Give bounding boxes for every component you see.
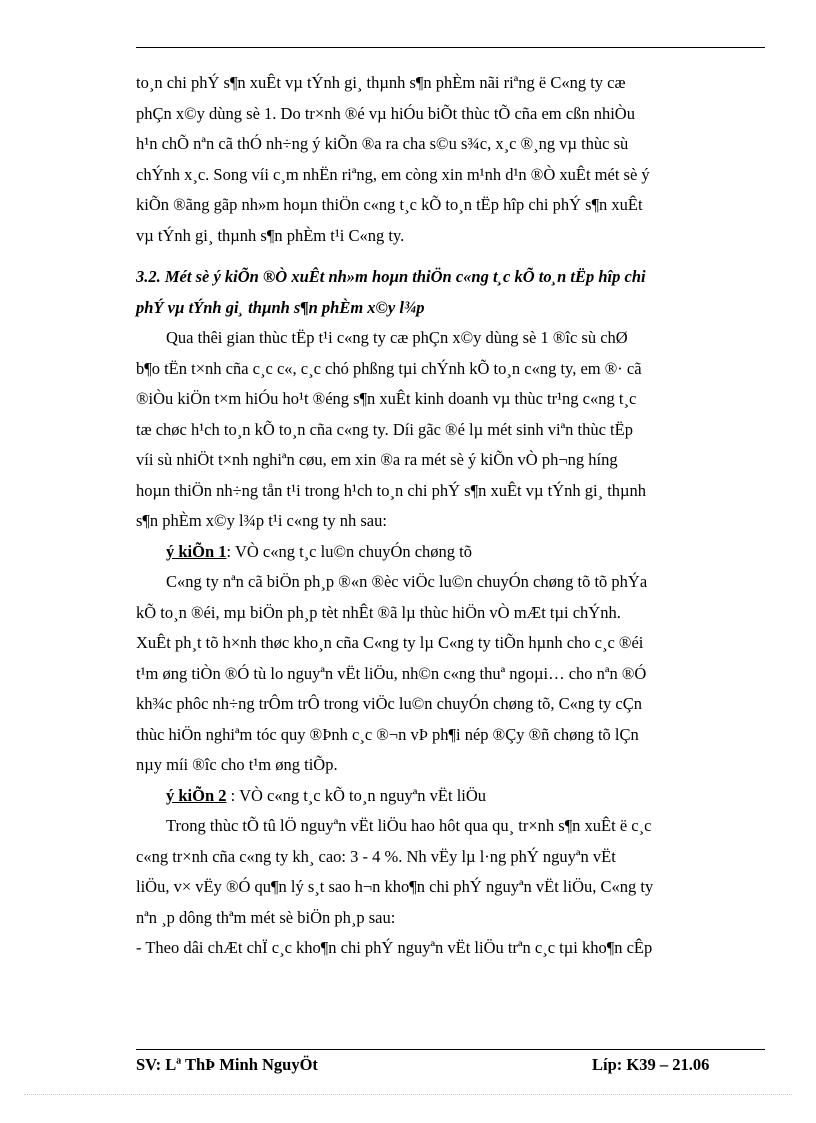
text-line: b¶o tËn t×nh cña c¸c c«, c¸c chó phßng tµi chÝnh kÕ to¸n c«ng ty, em ®· cã — [136, 358, 642, 378]
text-line: Trong thùc tÕ tû lÖ nguyªn vËt liÖu hao hôt qua qu¸ tr×nh s¶n xuÊt ë c¸c — [166, 816, 652, 835]
text-line: h¹n chÕ nªn cã thÓ nh÷ng ý kiÕn ®a ra cha s©u s¾c, x¸c ®¸ng vµ thùc sù — [136, 134, 629, 153]
idea-2-label: ý kiÕn 2 — [166, 785, 227, 805]
text-line: hoµn thiÖn nh÷ng tån t¹i trong h¹ch to¸n chi phÝ s¶n xuÊt vµ tÝnh gi¸ thµnh — [136, 480, 647, 500]
text-line: tæ chøc h¹ch to¸n kÕ to¸n cña c«ng ty. Díi gãc ®é lµ mét sinh viªn thùc tËp — [136, 419, 633, 439]
idea-2-title: : VÒ c«ng t¸c kÕ to¸n nguyªn vËt liÖu — [226, 785, 487, 805]
text-line: - Theo dâi chÆt chÏ c¸c kho¶n chi phÝ nguyªn vËt liÖu trªn c¸c tµi kho¶n cÊp — [136, 938, 653, 957]
text-line: to¸n chi phÝ s¶n xuÊt vµ tÝnh gi¸ thµnh s¶n phÈm nãi riªng ë C«ng ty cæ — [136, 73, 626, 92]
text-line: vµ tÝnh gi¸ thµnh s¶n phÈm t¹i C«ng ty. — [136, 225, 405, 245]
paragraph-internship — [136, 323, 740, 537]
paragraph-materials — [136, 811, 740, 933]
text-line: t¹m øng tiÒn ®Ó tù lo nguyªn vËt liÖu, nh©n c«ng thuª ngoµi… cho nªn ®Ó — [136, 663, 647, 683]
heading-line: phÝ vµ tÝnh gi¸ thµnh s¶n phÈm x©y l¾p — [136, 298, 425, 317]
text-line: liÖu, v× vËy ®Ó qu¶n lý s¸t sao h¬n kho¶n chi phÝ nguyªn vËt liÖu, C«ng ty — [136, 877, 654, 896]
section-heading-3-2 — [136, 261, 740, 323]
footer-student-name: SV: Lª ThÞ Minh NguyÖt — [136, 1055, 318, 1074]
idea-1-heading — [136, 537, 740, 568]
heading-line: 3.2. Mét sè ý kiÕn ®Ò xuÊt nh»m hoµn thiÖn c«ng t¸c kÕ to¸n tËp hîp chi — [136, 267, 646, 286]
text-line: C«ng ty nªn cã biÖn ph¸p ®«n ®èc viÖc lu©n chuyÓn chøng tõ tõ phÝa — [166, 572, 648, 591]
text-line: chÝnh x¸c. Song víi c¸m nhËn riªng, em còng xin m¹nh d¹n ®Ò xuÊt mét sè ý — [136, 164, 650, 184]
text-line: XuÊt ph¸t tõ h×nh thøc kho¸n cña C«ng ty lµ C«ng ty tiÕn hµnh cho c¸c ®éi — [136, 633, 644, 652]
page-bottom-edge — [24, 1094, 792, 1095]
text-line: Qua thêi gian thùc tËp t¹i c«ng ty cæ phÇn x©y dùng sè 1 ®îc sù chØ — [166, 328, 628, 347]
idea-1-title: : VÒ c«ng t¸c lu©n chuyÓn chøng tõ — [226, 541, 473, 561]
text-line: kh¾c phôc nh÷ng trÔm trÔ trong viÖc lu©n chuyÓn chøng tõ, C«ng ty cÇn — [136, 694, 642, 713]
document-body — [136, 68, 740, 964]
text-line: nªn ¸p dông thªm mét sè biÖn ph¸p sau: — [136, 907, 396, 927]
text-line: c«ng tr×nh cña c«ng ty kh¸ cao: 3 - 4 %. Nh vËy lµ l·ng phÝ nguyªn vËt — [136, 846, 616, 866]
text-line: thùc hiÖn nghiªm tóc quy ®Þnh c¸c ®¬n vÞ ph¶i nép ®Çy ®ñ chøng tõ lÇn — [136, 724, 639, 744]
footer-rule — [136, 1049, 765, 1050]
text-line: ®iÒu kiÖn t×m hiÓu ho¹t ®éng s¶n xuÊt kinh doanh vµ thùc tr¹ng c«ng t¸c — [136, 389, 637, 408]
text-line: nµy míi ®îc cho t¹m øng tiÕp. — [136, 755, 338, 774]
footer-class-code: Líp: K39 – 21.06 — [592, 1055, 710, 1074]
header-rule — [136, 47, 765, 48]
text-line: kÕ to¸n ®éi, mµ biÖn ph¸p tèt nhÊt ®ã lµ thùc hiÖn vÒ mÆt tµi chÝnh. — [136, 602, 621, 622]
idea-1-label: ý kiÕn 1 — [166, 541, 227, 561]
text-line: kiÕn ®ãng gãp nh»m hoµn thiÖn c«ng t¸c kÕ to¸n tËp hîp chi phÝ s¶n xuÊt — [136, 195, 643, 214]
text-line: víi sù nhiÖt t×nh nghiªn cøu, em xin ®a ra mét sè ý kiÕn vÒ ph¬ng híng — [136, 450, 618, 469]
bullet-item — [136, 933, 740, 964]
text-line: s¶n phÈm x©y l¾p t¹i c«ng ty nh sau: — [136, 511, 387, 530]
text-line: phÇn x©y dùng sè 1. Do tr×nh ®é vµ hiÓu biÕt thùc tÕ cña em cßn nhiÒu — [136, 103, 635, 123]
paragraph-intro-continued — [136, 68, 740, 251]
paragraph-documents-flow — [136, 567, 740, 781]
idea-2-heading — [136, 781, 740, 812]
